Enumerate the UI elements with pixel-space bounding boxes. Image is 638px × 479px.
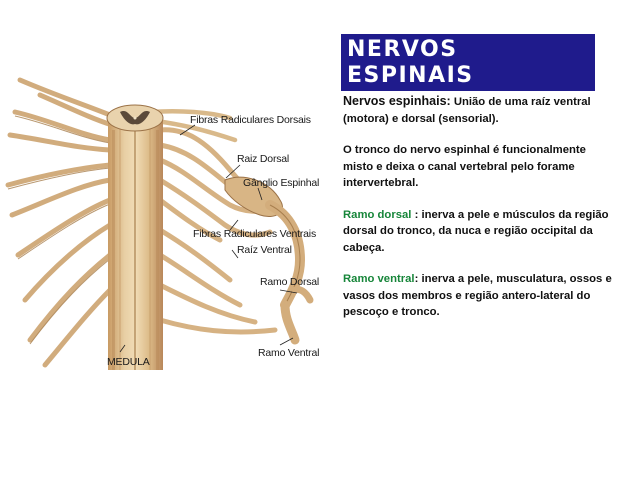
slide-title bbox=[341, 34, 595, 91]
label-raiz-ventral: Raíz Ventral bbox=[237, 244, 292, 256]
left-nerve-fibers bbox=[8, 80, 112, 365]
title-line-1: NERVOS bbox=[347, 37, 458, 62]
paragraph-nervos-espinhais bbox=[343, 93, 615, 127]
label-medula: MEDULA bbox=[107, 356, 150, 368]
paragraph-tronco: O tronco do nervo espinhal é funcionalmente misto e deixa o canal vertebral pelo forame intervertebral. bbox=[343, 144, 586, 189]
label-raiz-dorsal: Raiz Dorsal bbox=[237, 153, 290, 165]
text-ramo-dorsal: : inerva a pele e músculos da região dorsal do tronco, da nuca e região occipital da cabeça. bbox=[343, 208, 609, 254]
text-ramo-ventral: : inerva a pele, musculatura, ossos e vasos dos membros e região antero-lateral do pescoço e tronco. bbox=[343, 273, 612, 318]
spinal-nerve-illustration bbox=[0, 0, 340, 400]
paragraph-ramo-dorsal bbox=[343, 207, 615, 257]
label-ramo-ventral: Ramo Ventral bbox=[258, 347, 320, 359]
label-fibras-radiculares-dorsais: Fibras Radiculares Dorsais bbox=[190, 114, 311, 126]
title-line-2: ESPINAIS bbox=[347, 63, 474, 88]
label-fibras-radiculares-ventrais: Fibras Radiculares Ventrais bbox=[193, 228, 316, 240]
label-ganglio-espinhal: Gânglio Espinhal bbox=[243, 177, 320, 189]
spinal-cord-drawing bbox=[0, 0, 340, 400]
term-ramo-ventral: Ramo ventral bbox=[343, 273, 415, 285]
slide-body-text bbox=[343, 93, 615, 336]
paragraph-ramo-ventral bbox=[343, 271, 615, 321]
term-nervos-espinhais: Nervos espinhais: bbox=[343, 94, 451, 108]
label-ramo-dorsal: Ramo Dorsal bbox=[260, 276, 320, 288]
term-ramo-dorsal: Ramo dorsal bbox=[343, 208, 412, 221]
text-nervos-espinhais: União de uma raíz ventral (motora) e dorsal (sensorial). bbox=[343, 96, 591, 125]
